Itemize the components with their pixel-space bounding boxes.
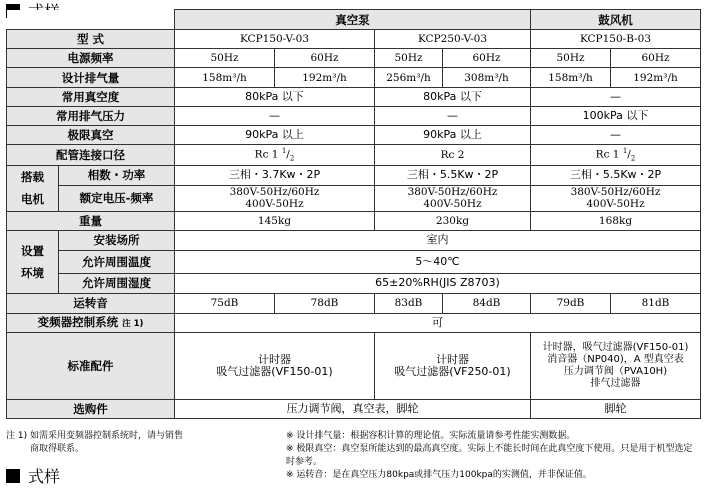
standard-parts-2: 计时器 吸气过滤器(VF250-01) xyxy=(375,332,531,399)
weight-3: 168kg xyxy=(531,211,701,230)
location-value: 室内 xyxy=(175,230,701,250)
noise-2: 78dB xyxy=(275,293,375,313)
row-env-humidity xyxy=(7,273,701,293)
humidity-value: 65±20%RH(JIS Z8703) xyxy=(175,273,701,293)
row-pipe xyxy=(7,145,701,166)
label-phase-power: 相数・功率 xyxy=(59,165,175,185)
model-2: KCP250-V-03 xyxy=(375,30,531,49)
ultimate-vacuum-2: 90kPa 以上 xyxy=(375,126,531,145)
label-inverter: 变频器控制系统 注 1) xyxy=(7,313,175,332)
phase-power-2: 三相・5.5Kw・2P xyxy=(375,165,531,185)
label-displacement: 设计排气量 xyxy=(7,68,175,88)
disp-4: 308m³/h xyxy=(443,68,531,88)
disp-5: 158m³/h xyxy=(531,68,611,88)
label-frequency: 电源频率 xyxy=(7,49,175,68)
model-1: KCP150-V-03 xyxy=(175,30,375,49)
row-model xyxy=(7,30,701,49)
voltage-freq-2: 380V-50Hz/60Hz 400V-50Hz xyxy=(375,185,531,211)
label-pipe: 配管连接口径 xyxy=(7,145,175,166)
label-working-pressure: 常用排气压力 xyxy=(7,107,175,126)
options-blower: 脚轮 xyxy=(531,399,701,418)
phase-power-1: 三相・3.7Kw・2P xyxy=(175,165,375,185)
label-humidity: 允许周围湿度 xyxy=(59,273,175,293)
working-vacuum-2: 80kPa 以下 xyxy=(375,88,531,107)
section-title-bottom: 式样 xyxy=(6,467,60,487)
row-ultimate-vacuum xyxy=(7,126,701,145)
label-options: 选购件 xyxy=(7,399,175,418)
inverter-value: 可 xyxy=(175,313,701,332)
options-vacuum: 压力调节阀，真空表，脚轮 xyxy=(175,399,531,418)
working-pressure-1: — xyxy=(175,107,375,126)
row-motor-voltage xyxy=(7,185,701,211)
row-options xyxy=(7,399,701,418)
noise-4: 84dB xyxy=(443,293,531,313)
table-header-row xyxy=(7,10,701,30)
voltage-freq-1: 380V-50Hz/60Hz 400V-50Hz xyxy=(175,185,375,211)
row-weight xyxy=(7,211,701,230)
disp-6: 192m³/h xyxy=(611,68,701,88)
noise-6: 81dB xyxy=(611,293,701,313)
freq-5: 50Hz xyxy=(531,49,611,68)
disp-2: 192m³/h xyxy=(275,68,375,88)
label-voltage-freq: 额定电压-频率 xyxy=(59,185,175,211)
working-pressure-3: 100kPa 以下 xyxy=(531,107,701,126)
weight-1: 145kg xyxy=(175,211,375,230)
category-motor: 搭载 电机 xyxy=(7,165,59,211)
model-3: KCP150-B-03 xyxy=(531,30,701,49)
notes-right: ※ 设计排气量：根据容积计算的理论值。实际流量请参考性能实测数据。 ※ 极限真空：真空泵所能达到的最高真空度。实际上不能长时间在此真空度下使用。只是用于机型选定时参考。 ※ 运转音：是在真空压力80kpa或排气压力100kpa的实测值，并非保证值。 xyxy=(286,431,693,480)
label-weight: 重量 xyxy=(7,211,175,230)
header-vacuum-pump: 真空泵 xyxy=(175,10,531,30)
ultimate-vacuum-1: 90kPa 以上 xyxy=(175,126,375,145)
label-ultimate-vacuum: 极限真空 xyxy=(7,126,175,145)
pipe-3: Rc 1 $^1/_2$ xyxy=(531,145,701,166)
label-temperature: 允许周围温度 xyxy=(59,250,175,273)
label-standard-parts: 标准配件 xyxy=(7,332,175,399)
temperature-value: 5～40℃ xyxy=(175,250,701,273)
pipe-2: Rc 2 xyxy=(375,145,531,166)
row-working-pressure xyxy=(7,107,701,126)
disp-1: 158m³/h xyxy=(175,68,275,88)
noise-1: 75dB xyxy=(175,293,275,313)
row-frequency xyxy=(7,49,701,68)
row-motor-power xyxy=(7,165,701,185)
weight-2: 230kg xyxy=(375,211,531,230)
freq-3: 50Hz xyxy=(375,49,443,68)
noise-5: 79dB xyxy=(531,293,611,313)
row-noise xyxy=(7,293,701,313)
freq-4: 60Hz xyxy=(443,49,531,68)
disp-3: 256m³/h xyxy=(375,68,443,88)
freq-1: 50Hz xyxy=(175,49,275,68)
freq-2: 60Hz xyxy=(275,49,375,68)
row-displacement xyxy=(7,68,701,88)
noise-3: 83dB xyxy=(375,293,443,313)
standard-parts-1: 计时器 吸气过滤器(VF150-01) xyxy=(175,332,375,399)
label-working-vacuum: 常用真空度 xyxy=(7,88,175,107)
phase-power-3: 三相・5.5Kw・2P xyxy=(531,165,701,185)
label-noise: 运转音 xyxy=(7,293,175,313)
standard-parts-3: 计时器，吸气过滤器(VF150-01) 消音器（NP040)，A 型真空表 压力调节阀（PVA10H) 排气过滤器 xyxy=(531,332,701,399)
header-blank xyxy=(7,10,175,30)
ultimate-vacuum-3: — xyxy=(531,126,701,145)
spec-table xyxy=(6,9,701,419)
label-model: 型 式 xyxy=(7,30,175,49)
notes-left: 注 1) 如需采用变频器控制系统时，请与销售 商取得联系。 xyxy=(6,431,183,454)
label-location: 安装场所 xyxy=(59,230,175,250)
voltage-freq-3: 380V-50Hz/60Hz 400V-50Hz xyxy=(531,185,701,211)
row-working-vacuum xyxy=(7,88,701,107)
row-env-location xyxy=(7,230,701,250)
category-environment: 设置 环境 xyxy=(7,230,59,293)
row-standard-parts xyxy=(7,332,701,399)
row-env-temperature xyxy=(7,250,701,273)
working-vacuum-3: — xyxy=(531,88,701,107)
row-inverter xyxy=(7,313,701,332)
header-blower: 鼓风机 xyxy=(531,10,701,30)
square-bullet-icon xyxy=(6,469,20,483)
working-vacuum-1: 80kPa 以下 xyxy=(175,88,375,107)
pipe-1: Rc 1 $^1/_2$ xyxy=(175,145,375,166)
working-pressure-2: — xyxy=(375,107,531,126)
freq-6: 60Hz xyxy=(611,49,701,68)
inverter-note-ref: 注 1) xyxy=(122,318,144,329)
